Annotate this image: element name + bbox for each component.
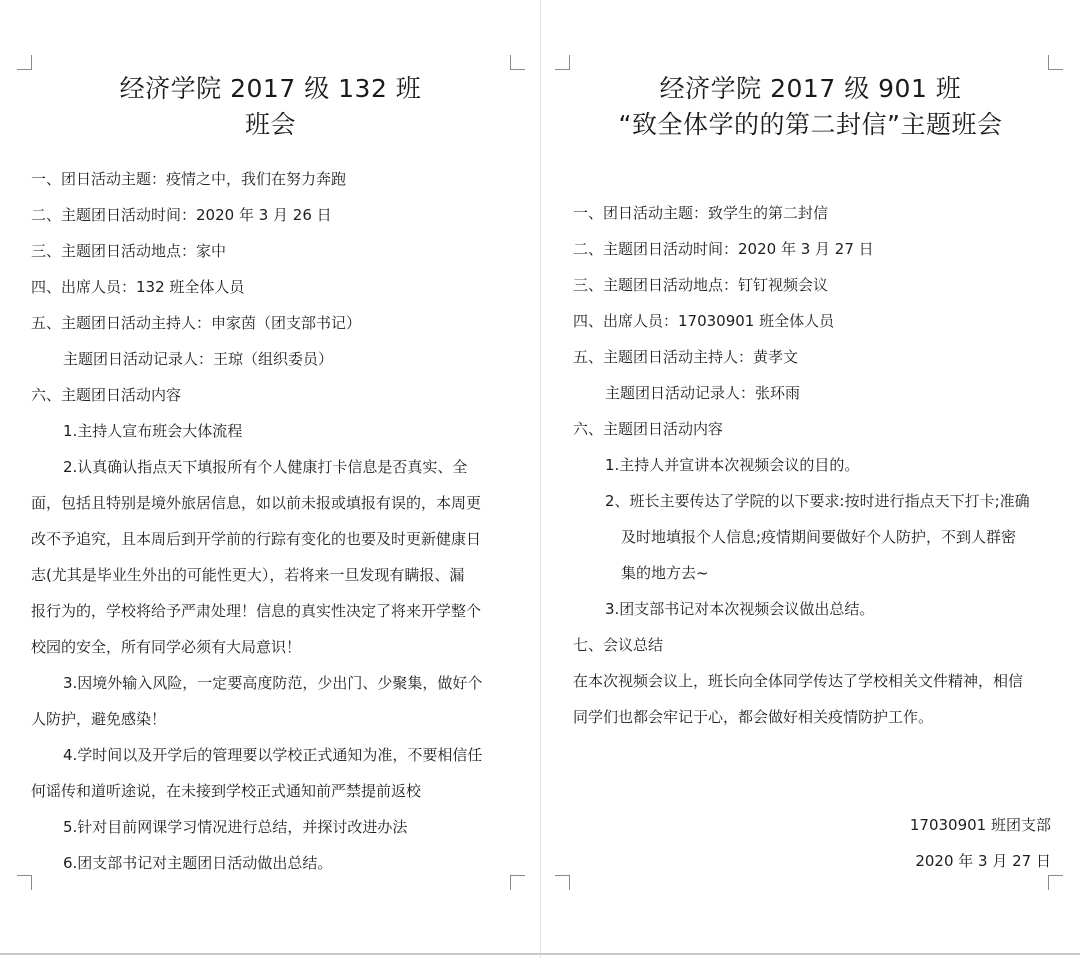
body-line: 主题团日活动记录人：王琼（组织委员）	[63, 350, 334, 368]
body-line: 主题团日活动记录人：张环雨	[605, 384, 801, 402]
page-corner-mark	[555, 55, 570, 70]
section-heading: 六、主题团日活动内容	[31, 386, 182, 404]
page-corner-mark	[510, 55, 525, 70]
body-line: 1.主持人宣布班会大体流程	[63, 422, 243, 440]
page-corner-mark	[555, 875, 570, 890]
body-line: 一、团日活动主题：致学生的第二封信	[573, 204, 829, 222]
body-line: 二、主题团日活动时间：2020 年 3 月 27 日	[573, 240, 874, 258]
page-corner-mark	[510, 875, 525, 890]
body-line: 三、主题团日活动地点：钉钉视频会议	[573, 276, 829, 294]
document-subtitle: “致全体学的的第二封信”主题班会	[618, 110, 1003, 139]
body-line: 集的地方去~	[621, 564, 709, 582]
body-line: 2、班长主要传达了学院的以下要求:按时进行指点天下打卡;准确	[605, 492, 1030, 510]
signature-organization: 17030901 班团支部	[909, 816, 1051, 834]
page-corner-mark	[17, 55, 32, 70]
body-line: 校园的安全，所有同学必须有大局意识！	[31, 638, 302, 656]
body-line: 4.学时间以及开学后的管理要以学校正式通知为准，不要相信任	[63, 746, 483, 764]
section-heading: 六、主题团日活动内容	[573, 420, 724, 438]
document-title: 经济学院 2017 级 132 班	[119, 74, 422, 103]
body-line: 同学们也都会牢记于心，都会做好相关疫情防护工作。	[573, 708, 934, 726]
body-line: 在本次视频会议上，班长向全体同学传达了学校相关文件精神，相信	[573, 672, 1024, 690]
document-subtitle: 班会	[244, 110, 296, 139]
bottom-border	[0, 953, 1080, 955]
body-line: 3.团支部书记对本次视频会议做出总结。	[605, 600, 875, 618]
body-line: 面，包括且特别是境外旅居信息，如以前未报或填报有误的，本周更	[31, 494, 482, 512]
body-line: 四、出席人员：132 班全体人员	[31, 278, 245, 296]
page-corner-mark	[1048, 875, 1063, 890]
body-line: 人防护，避免感染！	[31, 710, 167, 728]
body-line: 五、主题团日活动主持人：申家茵（团支部书记）	[31, 314, 362, 332]
body-line: 五、主题团日活动主持人：黄孝文	[573, 348, 799, 366]
body-line: 及时地填报个人信息;疫情期间要做好个人防护，不到人群密	[621, 528, 1017, 546]
body-line: 三、主题团日活动地点：家中	[31, 242, 227, 260]
body-line: 报行为的，学校将给予严肃处理！信息的真实性决定了将来开学整个	[31, 602, 482, 620]
body-line: 5.针对目前网课学习情况进行总结，并探讨改进办法	[63, 818, 408, 836]
signature-date: 2020 年 3 月 27 日	[915, 852, 1051, 870]
body-line: 3.因境外输入风险，一定要高度防范，少出门、少聚集，做好个	[63, 674, 483, 692]
section-heading: 七、会议总结	[573, 636, 664, 654]
body-line: 6.团支部书记对主题团日活动做出总结。	[63, 854, 333, 872]
body-line: 志(尤其是毕业生外出的可能性更大），若将来一旦发现有瞒报、漏	[31, 566, 465, 584]
body-line: 改不予追究，且本周后到开学前的行踪有变化的也要及时更新健康日	[31, 530, 482, 548]
body-line: 何谣传和道听途说，在未接到学校正式通知前严禁提前返校	[31, 782, 422, 800]
document-title: 经济学院 2017 级 901 班	[659, 74, 962, 103]
body-line: 二、主题团日活动时间：2020 年 3 月 26 日	[31, 206, 332, 224]
body-line: 1.主持人并宣讲本次视频会议的目的。	[605, 456, 860, 474]
body-line: 四、出席人员：17030901 班全体人员	[573, 312, 835, 330]
body-line: 一、团日活动主题：疫情之中，我们在努力奔跑	[31, 170, 347, 188]
page-corner-mark	[1048, 55, 1063, 70]
body-line: 2.认真确认指点天下填报所有个人健康打卡信息是否真实、全	[63, 458, 468, 476]
page-corner-mark	[17, 875, 32, 890]
right-document-page	[541, 0, 1080, 958]
